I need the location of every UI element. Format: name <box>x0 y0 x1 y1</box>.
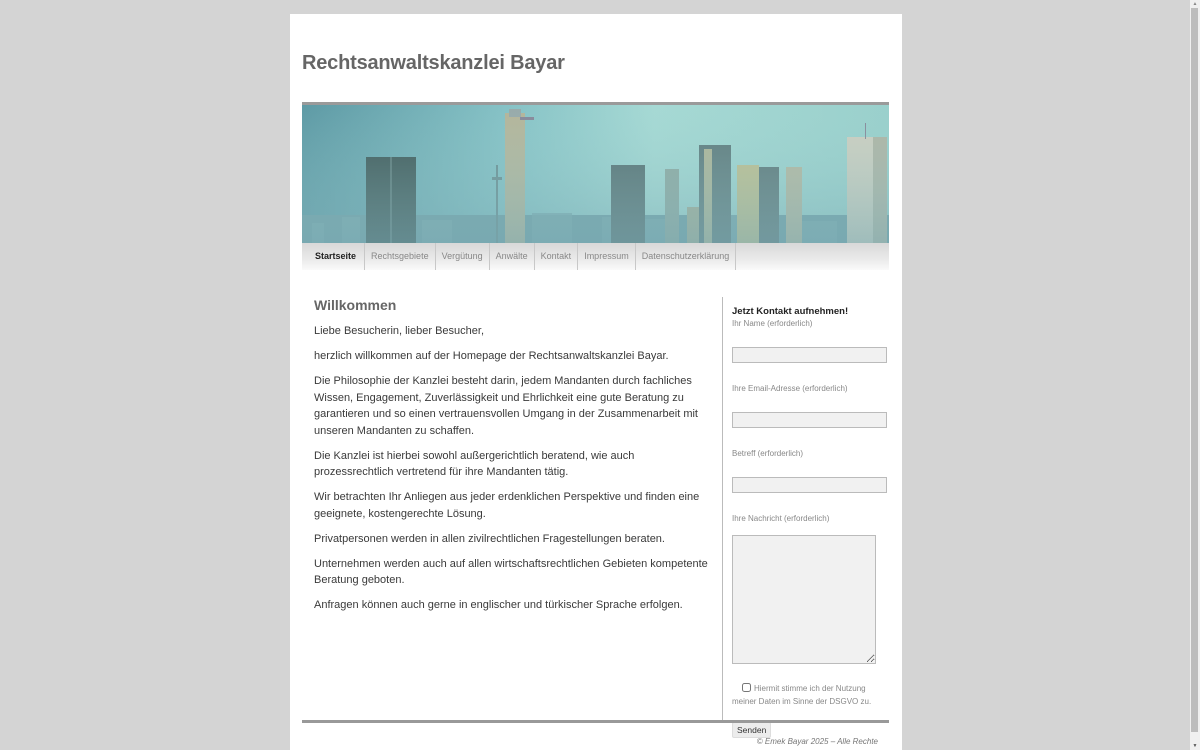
paragraph-welcome: herzlich willkommen auf der Homepage der Rechtsanwaltskanzlei Bayar. <box>314 349 669 362</box>
nav-item-impressum[interactable]: Impressum <box>578 243 636 270</box>
send-button[interactable]: Senden <box>732 722 771 738</box>
message-label: Ihre Nachricht (erforderlich) <box>732 514 830 523</box>
sidebar-divider <box>722 297 723 720</box>
name-label: Ihr Name (erforderlich) <box>732 319 813 328</box>
nav-item-datenschutz[interactable]: Datenschutzerklärung <box>636 243 737 270</box>
scroll-down-arrow-icon[interactable]: ▼ <box>1192 743 1198 749</box>
contact-form-heading: Jetzt Kontakt aufnehmen! <box>732 306 849 317</box>
paragraph-perspective: Wir betrachten Ihr Anliegen aus jeder erdenklichen Perspektive und finden eine geeignete, kostengerechte Lösung. <box>314 491 700 520</box>
subject-label: Betreff (erforderlich) <box>732 449 803 458</box>
nav-item-kontakt[interactable]: Kontakt <box>535 243 579 270</box>
page-scrollbar[interactable] <box>1190 0 1200 750</box>
contact-form-sidebar <box>732 306 892 738</box>
nav-item-verguetung[interactable]: Vergütung <box>436 243 490 270</box>
nav-item-startseite[interactable]: Startseite <box>302 243 365 270</box>
subject-field[interactable] <box>732 477 887 493</box>
scroll-up-arrow-icon[interactable]: ▲ <box>1192 1 1198 7</box>
scrollbar-thumb[interactable] <box>1191 8 1198 732</box>
main-navigation <box>302 243 889 270</box>
nav-item-anwaelte[interactable]: Anwälte <box>490 243 535 270</box>
paragraph-private: Privatpersonen werden in allen zivilrechtlichen Fragestellungen beraten. <box>314 532 665 545</box>
nav-item-rechtsgebiete[interactable]: Rechtsgebiete <box>365 243 436 270</box>
paragraph-philosophy: Die Philosophie der Kanzlei besteht darin, jedem Mandanten durch fachliches Wissen, Engagement, Zuverlässigkeit und Ehrlichkeit eine gute Beratung zu garantieren und so einen vertrauensvollen Umgang in der Zusammenarbeit mit unseren Mandanten zu schaffen. <box>314 374 698 437</box>
consent-checkbox[interactable] <box>742 683 751 692</box>
paragraph-greeting: Liebe Besucherin, lieber Besucher, <box>314 325 484 337</box>
consent-row <box>732 682 892 708</box>
site-title[interactable]: Rechtsanwaltskanzlei Bayar <box>302 52 565 74</box>
paragraph-languages: Anfragen können auch gerne in englischer und türkischer Sprache erfolgen. <box>314 599 683 612</box>
page-container <box>290 14 902 750</box>
name-field[interactable] <box>732 347 887 363</box>
footer-divider <box>302 720 889 723</box>
message-field[interactable] <box>732 535 876 664</box>
page-heading: Willkommen <box>314 297 397 313</box>
paragraph-services: Die Kanzlei ist hierbei sowohl außergerichtlich beratend, wie auch prozessrechtlich vertretend für ihre Mandanten tätig. <box>314 449 635 479</box>
main-content <box>314 297 716 622</box>
footer-copyright: © Emek Bayar 2025 – Alle Rechte <box>756 737 878 746</box>
paragraph-business: Unternehmen werden auch auf allen wirtschaftsrechtlichen Gebieten kompetente Beratung geboten. <box>314 557 708 587</box>
email-label: Ihre Email-Adresse (erforderlich) <box>732 384 848 393</box>
email-field[interactable] <box>732 412 887 428</box>
header-skyline-image <box>302 105 889 243</box>
consent-label[interactable]: Hiermit stimme ich der Nutzung meiner Daten im Sinne der DSGVO zu. <box>732 684 872 706</box>
